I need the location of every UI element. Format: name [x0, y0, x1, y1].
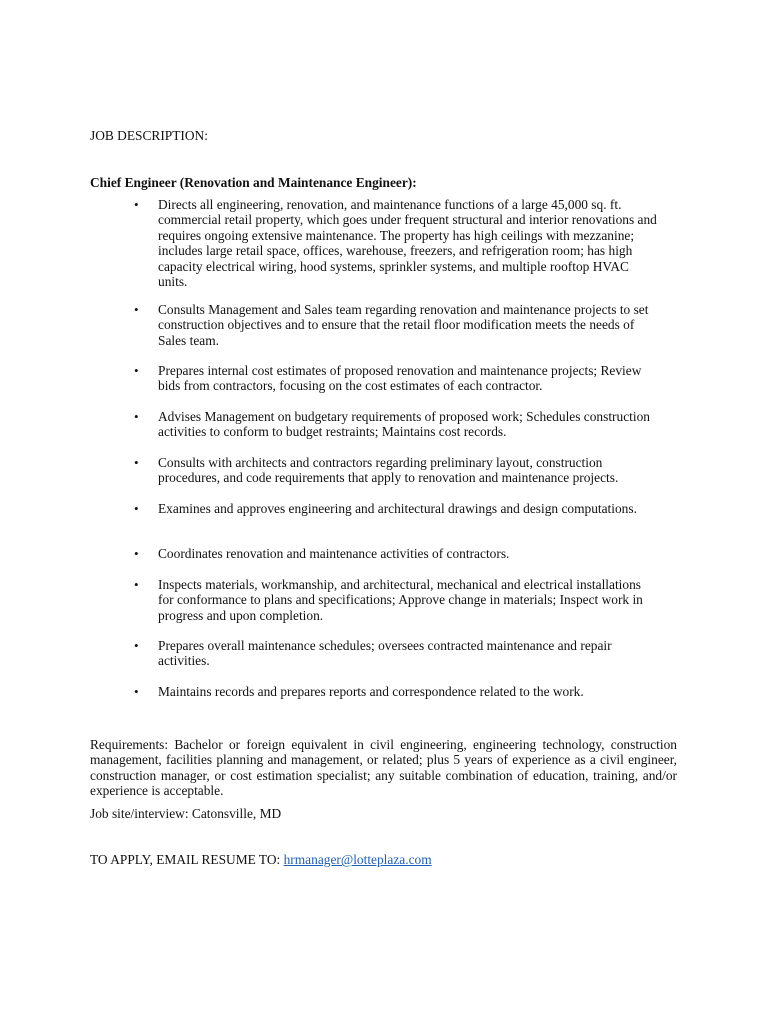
job-site-line: Job site/interview: Catonsville, MD [90, 806, 282, 821]
position-title: Chief Engineer (Renovation and Maintenance Engineer): [90, 175, 417, 190]
duty-item: • Coordinates renovation and maintenance activities of contractors. [158, 546, 658, 561]
duty-item: • Examines and approves engineering and architectural drawings and design computations. [158, 501, 658, 516]
duty-item: • Prepares overall maintenance schedules; oversees contracted maintenance and repair activities. [158, 638, 658, 669]
apply-label: TO APPLY, EMAIL RESUME TO: [90, 852, 284, 867]
requirements-paragraph: Requirements: Bachelor or foreign equivalent in civil engineering, engineering technology, construction management, facilities planning and management, or related; plus 5 years of experience as a civil engineer, construction manager, or cost estimation specialist; any suitable combination of education, training, and/or experience is acceptable. [90, 737, 677, 799]
document-heading: JOB DESCRIPTION: [90, 128, 208, 143]
duty-item: • Maintains records and prepares reports and correspondence related to the work. [158, 684, 658, 699]
apply-line [90, 852, 432, 867]
duty-item: • Advises Management on budgetary requirements of proposed work; Schedules construction activities to conform to budget restraints; Maintains cost records. [158, 409, 658, 440]
duty-item: • Prepares internal cost estimates of proposed renovation and maintenance projects; Review bids from contractors, focusing on the cost estimates of each contractor. [158, 363, 658, 394]
duty-item: • Consults Management and Sales team regarding renovation and maintenance projects to set construction objectives and to ensure that the retail floor modification meets the needs of Sales team. [158, 302, 658, 348]
duty-item: • Inspects materials, workmanship, and architectural, mechanical and electrical installations for conformance to plans and specifications; Approve change in materials; Inspect work in progress and upon completion. [158, 577, 658, 623]
email-link[interactable]: hrmanager@lotteplaza.com [283, 852, 432, 867]
duty-item: • Directs all engineering, renovation, and maintenance functions of a large 45,000 sq. ft. commercial retail property, which goes under frequent structural and interior renovations and requires ongoing extensive maintenance. The property has high ceilings with mezzanine; includes large retail space, offices, warehouse, freezers, and refrigeration room; has high capacity electrical wiring, hood systems, sprinkler systems, and multiple rooftop HVAC units. [158, 197, 658, 289]
duty-item: • Consults with architects and contractors regarding preliminary layout, construction procedures, and code requirements that apply to renovation and maintenance projects. [158, 455, 658, 486]
